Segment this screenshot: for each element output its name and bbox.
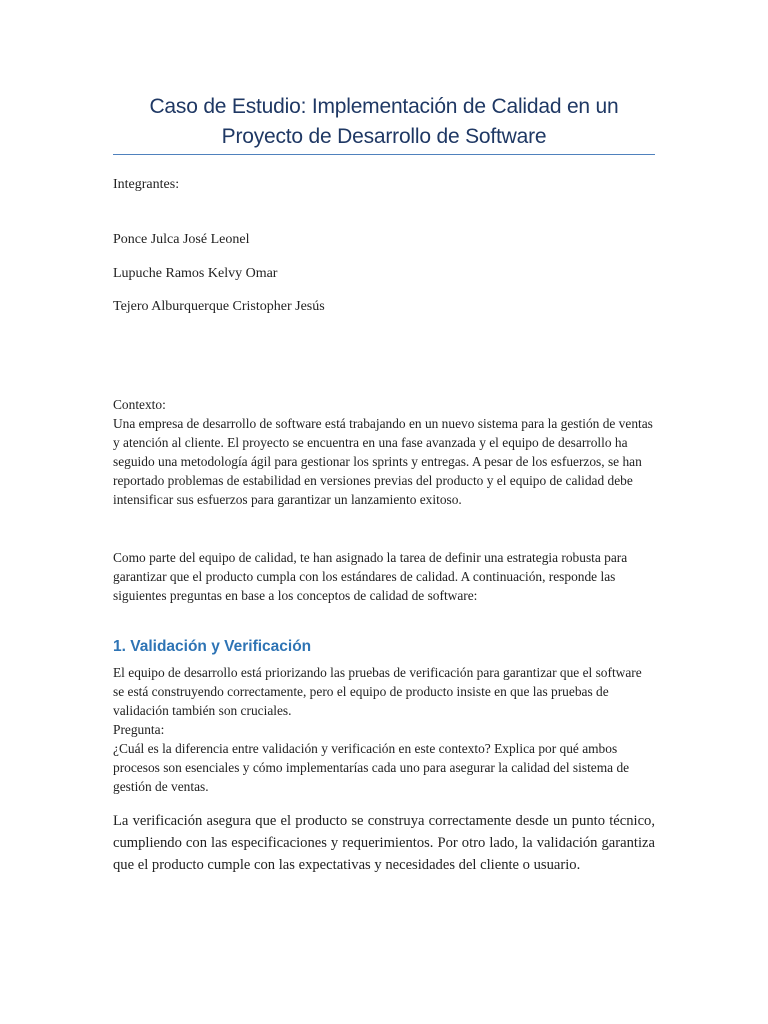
title-line-2: Proyecto de Desarrollo de Software	[221, 125, 547, 148]
section1-paragraph: El equipo de desarrollo está priorizando las pruebas de verificación para garantizar que el software se está construyendo correctamente, pero el equipo de producto insiste en que las pruebas de validación también son cruciales.	[113, 665, 642, 718]
members-label: Integrantes:	[113, 177, 180, 192]
answer-paragraph: La verificación asegura que el producto se construya correctamente desde un punto técnico, cumpliendo con las especificaciones y requerimientos. Por otro lado, la validación garantiza que el producto cumple con las expectativas y necesidades del cliente o usuario.	[113, 813, 655, 873]
title-line-1: Caso de Estudio: Implementación de Calidad en un	[149, 95, 619, 118]
context-section	[113, 395, 655, 509]
member-name: Ponce Julca José Leonel	[113, 232, 250, 247]
question-label: Pregunta:	[113, 722, 165, 737]
context-label: Contexto:	[113, 397, 166, 412]
context-paragraph: Una empresa de desarrollo de software está trabajando en un nuevo sistema para la gestión de ventas y atención al cliente. El proyecto se encuentra en una fase avanzada y el equipo de desarrollo ha seguido una metodología ágil para gestionar los sprints y entregas. A pesar de los esfuerzos, se han reportado problemas de estabilidad en versiones previas del producto y el equipo de calidad debe intensificar sus esfuerzos para garantizar un lanzamiento exitoso.	[113, 416, 653, 507]
document-title	[113, 92, 655, 152]
section1-body	[113, 663, 655, 796]
section-heading: 1. Validación y Verificación	[113, 638, 312, 655]
question-paragraph: ¿Cuál es la diferencia entre validación y verificación en este contexto? Explica por qué ambos procesos son esenciales y cómo implementarías cada uno para asegurar la calidad del sistema de gestión de ventas.	[113, 741, 630, 794]
member-name: Tejero Alburquerque Cristopher Jesús	[113, 299, 325, 314]
intro-paragraph: Como parte del equipo de calidad, te han asignado la tarea de definir una estrategia robusta para garantizar que el producto cumpla con los estándares de calidad. A continuación, responde las siguientes preguntas en base a los conceptos de calidad de software:	[113, 550, 628, 603]
member-name: Lupuche Ramos Kelvy Omar	[113, 266, 278, 281]
title-underline	[113, 154, 655, 155]
